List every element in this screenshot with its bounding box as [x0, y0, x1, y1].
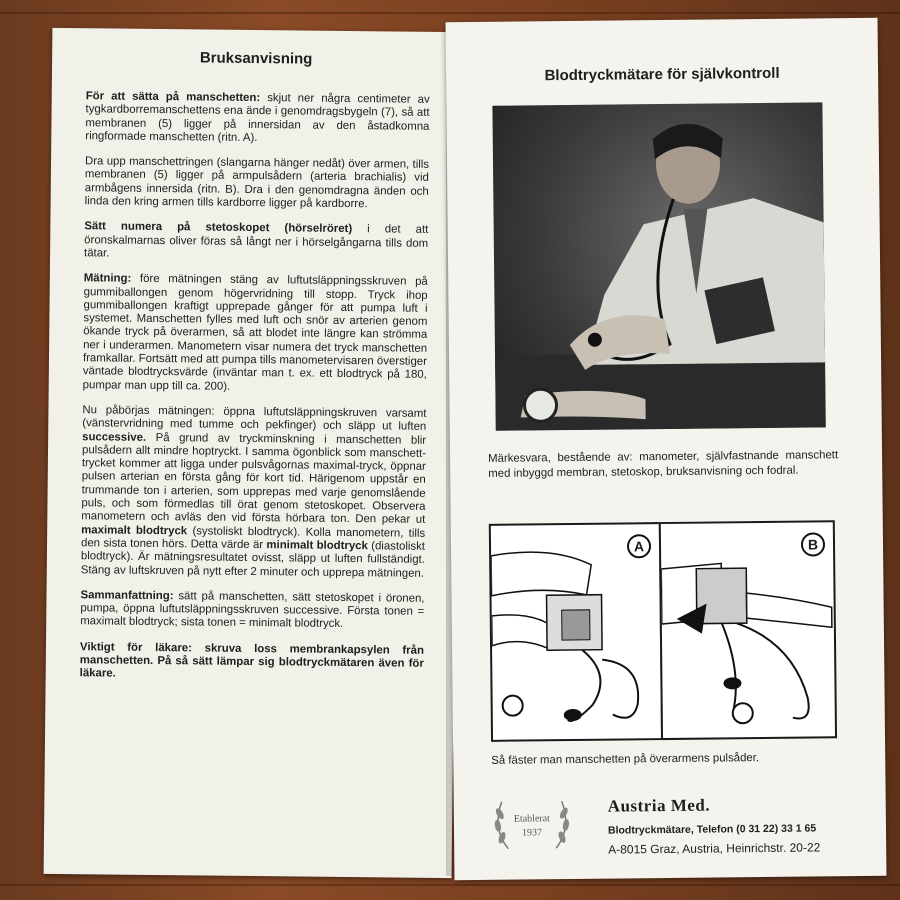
right-title: Blodtryckmätare för självkontroll: [544, 64, 780, 85]
reading-part-g: (diastoliskt blodtryck). Är mätningsresultatet ovisst, släpp ut luften fullständigt. Stäng av luftskruven på nytt efter 2 minuter och upprepa mätningen.: [80, 540, 426, 580]
established-seal: [490, 793, 575, 856]
paragraph-summary-lead: Sammanfattning:: [80, 589, 174, 602]
seal-label: Etablerat: [513, 813, 550, 825]
paragraph-stethoscope-lead: Sätt numera på stetoskopet (hörselröret): [84, 220, 353, 236]
paragraph-summary-body: sätt på manschetten, sätt stetoskopet i öronen, pumpa, öppna luftutsläppningsskruven successive. Första tonen = maximalt blodtryck; sista tonen = minimalt blodtryck.: [80, 589, 425, 631]
paragraph-cuff-lead: För att sätta på manschetten:: [85, 90, 261, 105]
illustration-a: [489, 522, 663, 742]
paragraph-measuring-body: före mätningen stäng av luftutsläppningsskruven på gummiballongen genom högervridning till stopp. Tryck ihop gummiballongen kraftigt upprepade gånger för att pumpa luft i systemet. Manschetten fylles med luft och snör av arterien genom ökande tryck på överarmen, så att blodet inte längre kan strömma ner i underarmen. Manometern visar numera det tryck manschetten framkallar. Fortsätt med att pumpa tills manometervisaren överstiger väntade blodtrycksvärde (inväntar man t. ex. ett blodtryck på 180, pumpar man upp till ca. 200).: [82, 272, 428, 393]
left-panel: [44, 28, 461, 878]
reading-part-d: maximalt blodtryck: [81, 523, 188, 537]
seal-year: 1937: [521, 827, 543, 839]
paragraph-doctors: [80, 641, 424, 684]
paragraph-cuff: [85, 90, 430, 147]
reading-part-a: Nu påbörjas mätningen: öppna luftutsläppningskruven varsamt (vänstervridning med tumme och pekfinger) och släpp ut luften: [82, 404, 427, 434]
address-line: A-8015 Graz, Austria, Heinrichstr. 20-22: [608, 840, 821, 857]
reading-part-f: minimalt blodtryck: [266, 539, 368, 553]
contact-line: Blodtryckmätare, Telefon (0 31 22) 33 1 65: [607, 822, 817, 837]
product-description: Märkesvara, bestående av: manometer, självfastnande manschett med inbyggd membran, stetoskop, bruksanvisning och fodral.: [488, 449, 839, 480]
reading-part-c: På grund av tryckminskning i manschetten blir pulsådern allt mindre hoptryckt. I samma ögonblick som manschett-trycket kommer att ligga under pulsvågornas maximal-tryck, öppnar pulsen arterian en första gång för kort tid. Härigenom uppstår en trummande ton i arterien, som upprepas med varje genomslående puls, och som förmedlas till örat genom stetoskopet. Observera manometern och avläs den vid första hörbara ton. Den pekar ut: [81, 431, 427, 527]
brand-name: Austria Med.: [607, 795, 711, 816]
paragraph-measuring: [83, 272, 428, 395]
illustration-b: [659, 520, 837, 740]
paragraph-summary: [80, 589, 424, 632]
paragraph-ring: Dra upp manschettringen (slangarna hänger nedåt) över armen, tills membranen (5) ligger på armpulsådern (arteria brachialis) vid armbågens innersida (ritn. B). Dra i den genomdragna änden och linda den kring armen tills kardborre ligger på kardborre.: [84, 155, 430, 211]
instructions-text: [79, 90, 429, 696]
illustration-caption: Så fäster man manschetten på överarmens pulsåder.: [491, 752, 760, 767]
reading-part-b: successive.: [82, 430, 147, 444]
left-title: Bruksanvisning: [199, 49, 313, 68]
paragraph-stethoscope: [84, 221, 428, 264]
paragraph-stethoscope-body: i det att öronskalmarnas oliver föras så långt ner i hörselgångarna tills dom tätar.: [84, 223, 429, 260]
paragraph-reading: [81, 404, 427, 580]
right-panel: [446, 18, 887, 880]
label-b: B: [801, 532, 825, 556]
label-a: A: [627, 534, 651, 558]
paragraph-doctors-body: Viktigt för läkare: skruva loss membrankapsylen från manschetten. På så sätt lämpar sig blodtryckmätaren även för läkare.: [79, 640, 425, 680]
paragraph-cuff-body: skjut ner några centimeter av tygkardborremanschettens ena ände i genomdragsbygeln (7), så att membranen (5) ligger på innersidan av den åstadkomna ringformade manschetten (ritn. A).: [85, 92, 430, 144]
paragraph-measuring-lead: Mätning:: [83, 272, 132, 285]
product-photo: [492, 102, 825, 430]
reading-part-e: (systoliskt blodtryck). Kolla manometern, tills den sista tonen hörs. Detta värde är: [80, 524, 426, 552]
